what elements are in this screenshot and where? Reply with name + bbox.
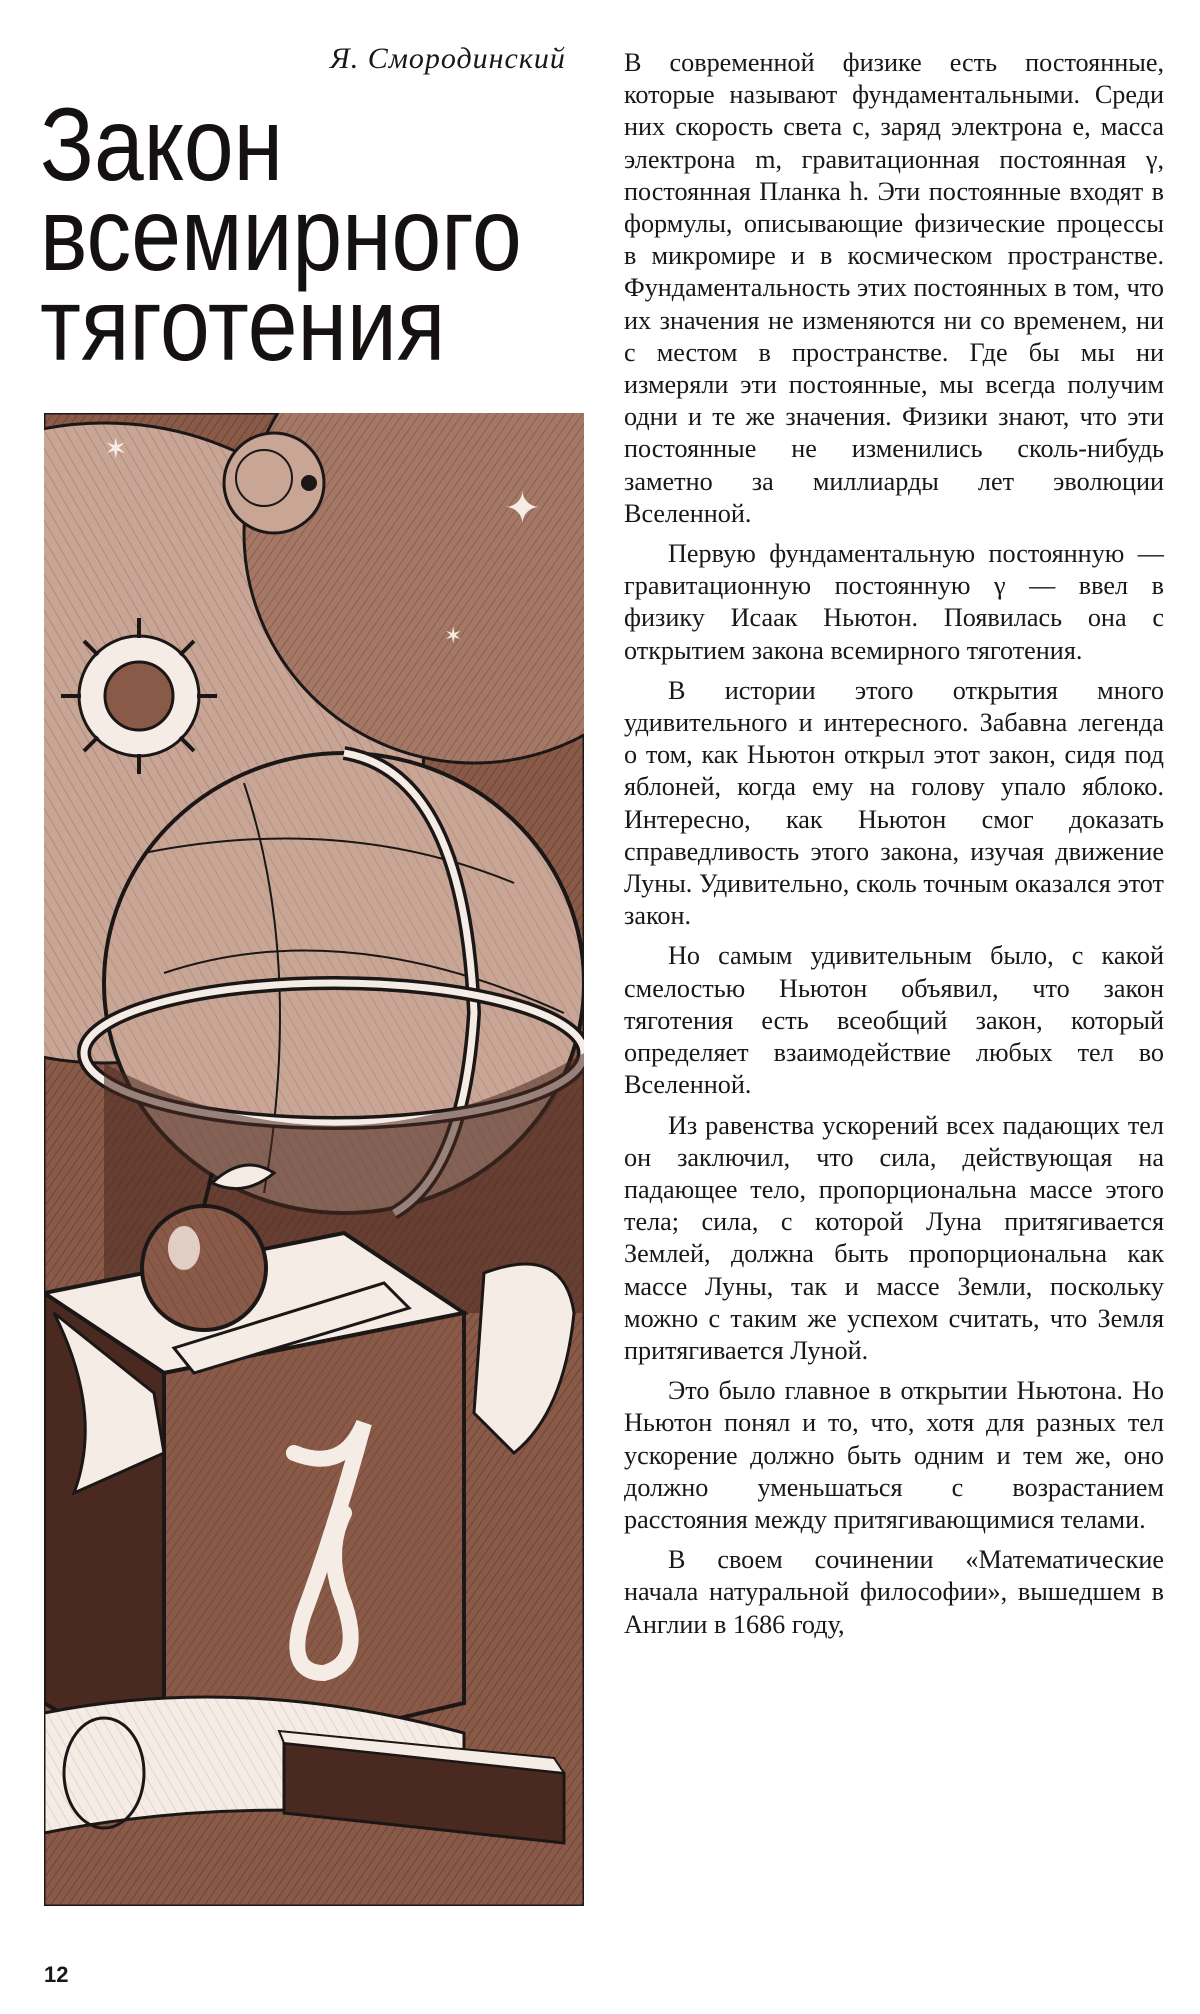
- sun-icon: [61, 618, 217, 774]
- paragraph: Первую фундаментальную постоянную — гравитационную постоянную γ — ввел в физику Исаак Ньютон. Появилась она с открытием закона всемирного тяготения.: [624, 539, 1164, 665]
- article-body: [624, 47, 1164, 1907]
- title-line-2: всемирного: [40, 177, 522, 293]
- illustration-globe-apple: [44, 413, 584, 1906]
- author-name: Я. Смородинский: [330, 42, 566, 75]
- title-line-3: тяготения: [40, 267, 446, 383]
- star-icon: ✶: [444, 624, 463, 649]
- paragraph: В истории этого открытия много удивительного и интересного. Забавна легенда о том, как Ньютон открыл этот закон, сидя под яблоней, когда ему на голову упало яблоко. Интересно, как Ньютон смог доказать справедливость этого закона, изучая движение Луны. Удивительно, сколь точным оказался этот закон.: [624, 675, 1164, 931]
- title-line-1: Закон: [40, 87, 284, 203]
- page-number: 12: [44, 1962, 69, 1987]
- paragraph: В своем сочинении «Математические начала натуральной философии», вышедшем в Англии в 1686 году,: [624, 1545, 1164, 1639]
- star-icon: ✶: [104, 432, 128, 465]
- pedestal: [44, 1233, 464, 1773]
- paragraph: В современной физике есть постоянные, которые называют фундаментальными. Среди них скорость света c, заряд электрона e, масса электрона m, гравитационная постоянная γ, постоянная Планка h. Эти постоянные входят в формулы, описывающие физические процессы в микромире и в космическом пространстве. Фундаментальность этих постоянных в том, что их значения не изменяются ни со временем, ни с местом в пространстве. Где бы мы ни измеряли эти постоянные, мы всегда получим одни и те же значения. Физики знают, что эти постоянные не изменились сколь-нибудь заметно за миллиарды лет эволюции Вселенной.: [624, 48, 1164, 528]
- paragraph: Это было главное в открытии Ньютона. Но Ньютон понял и то, что, хотя для разных тел ускорение должно быть одним и тем же, оно должно уменьшаться с возрастанием расстояния между притягивающимися телами.: [624, 1376, 1164, 1534]
- paragraph: Но самым удивительным было, с какой смелостью Ньютон объявил, что закон тяготения есть всеобщий закон, который определяет взаимодействие любых тел во Вселенной.: [624, 941, 1164, 1100]
- article-title: [40, 87, 522, 383]
- star-icon: ✦: [504, 483, 541, 534]
- paragraph: Из равенства ускорений всех падающих тел он заключил, что сила, действующая на падающее тело, пропорциональна массе этого тела; сила, с которой Луна притягивается Землей, должна быть пропорциональна как массе Луны, так и массе Земли, поскольку можно с таким же успехом считать, что Земля притягивается Луной.: [624, 1110, 1164, 1365]
